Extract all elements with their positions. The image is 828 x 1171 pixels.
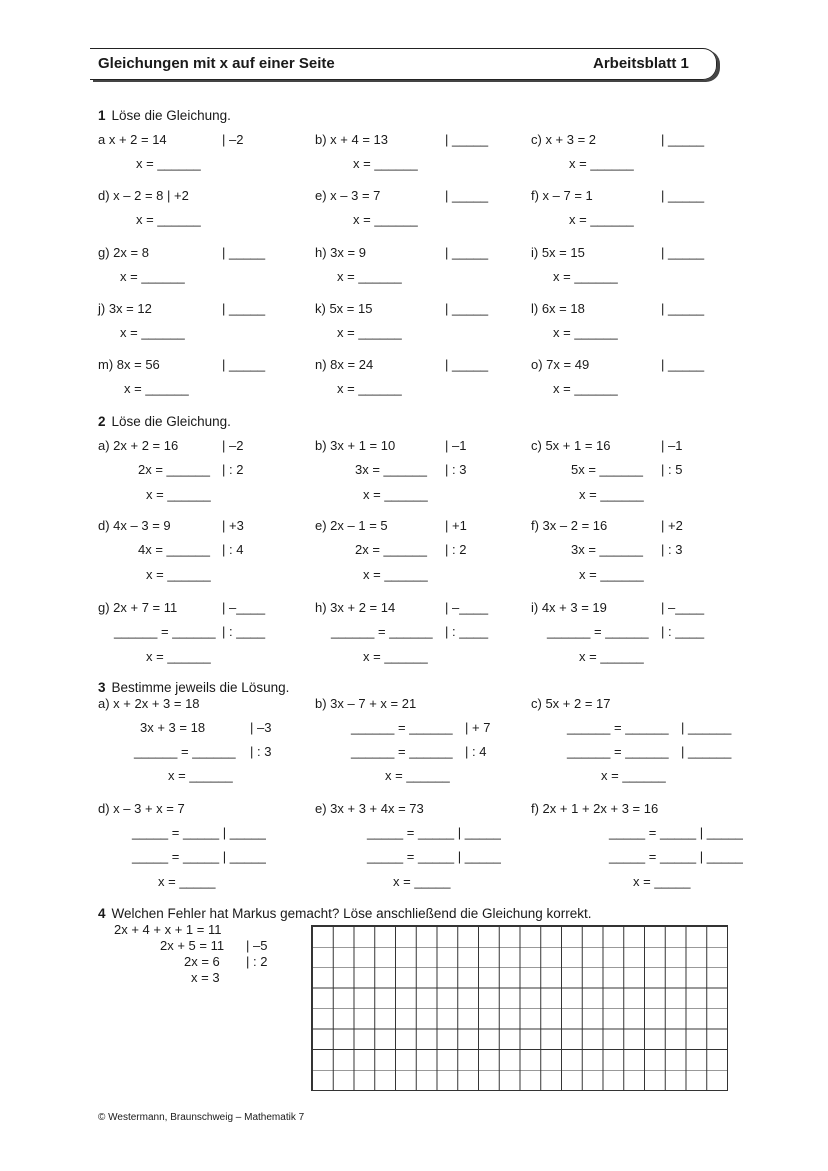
task2-step-2[interactable]: 3x = ______ [571, 542, 643, 557]
task2-operation-1[interactable]: | +1 [445, 518, 467, 533]
task2-operation-2[interactable]: | : 4 [222, 542, 244, 557]
task3-number: 3 [98, 680, 106, 695]
task1-heading [98, 108, 231, 124]
task1-equation: l) 6x = 18 [531, 301, 585, 316]
task3-result[interactable]: x = ______ [168, 768, 233, 783]
task1-equation: d) x – 2 = 8 | +2 [98, 188, 189, 203]
task1-answer[interactable]: x = ______ [136, 156, 201, 171]
task2-step-2[interactable]: 5x = ______ [571, 462, 643, 477]
task1-equation: m) 8x = 56 [98, 357, 160, 372]
task3-operation-2[interactable]: | ______ [681, 720, 732, 735]
task2-heading-text: Löse die Gleichung. [111, 414, 231, 429]
task4-heading-text: Welchen Fehler hat Markus gemacht? Löse anschließend die Gleichung korrekt. [111, 906, 592, 921]
task2-operation-2[interactable]: | : ____ [222, 624, 266, 639]
task3-step-3[interactable]: _____ = _____ | _____ [132, 849, 266, 864]
task2-equation: g) 2x + 7 = 11 [98, 600, 178, 615]
task2-operation-2[interactable]: | : 2 [222, 462, 244, 477]
task1-equation: e) x – 3 = 7 [315, 188, 381, 203]
task1-operation[interactable]: | _____ [445, 301, 489, 316]
task2-equation: a) 2x + 2 = 16 [98, 438, 179, 453]
task1-operation[interactable]: | _____ [661, 188, 705, 203]
task1-heading-text: Löse die Gleichung. [111, 108, 231, 123]
task1-operation[interactable]: | _____ [445, 188, 489, 203]
task1-operation[interactable]: | _____ [661, 357, 705, 372]
task3-equation: c) 5x + 2 = 17 [531, 696, 611, 711]
task2-step-2[interactable]: 4x = ______ [138, 542, 210, 557]
page-title: Gleichungen mit x auf einer Seite [98, 55, 335, 72]
task4-heading [98, 906, 592, 922]
task2-equation: d) 4x – 3 = 9 [98, 518, 171, 533]
task2-operation-1[interactable]: | –____ [661, 600, 705, 615]
task2-operation-1[interactable]: | –1 [445, 438, 467, 453]
task3-result[interactable]: x = _____ [393, 874, 451, 889]
task3-equation: e) 3x + 3 + 4x = 73 [315, 801, 424, 816]
task1-equation: n) 8x = 24 [315, 357, 374, 372]
task2-result[interactable]: x = ______ [579, 567, 644, 582]
task1-operation[interactable]: | _____ [222, 245, 266, 260]
task3-equation: d) x – 3 + x = 7 [98, 801, 185, 816]
task2-equation: b) 3x + 1 = 10 [315, 438, 396, 453]
task2-step-2[interactable]: 3x = ______ [355, 462, 427, 477]
task3-result[interactable]: x = _____ [158, 874, 216, 889]
task4-line-3: 2x = 6 [184, 954, 220, 969]
task1-equation: f) x – 7 = 1 [531, 188, 593, 203]
task2-step-2[interactable]: ______ = ______ [547, 624, 649, 639]
task2-result[interactable]: x = ______ [363, 649, 428, 664]
task2-step-2[interactable]: 2x = ______ [138, 462, 210, 477]
task1-operation[interactable]: | _____ [661, 132, 705, 147]
task1-equation: b) x + 4 = 13 [315, 132, 388, 147]
task2-operation-2[interactable]: | : 5 [661, 462, 683, 477]
task1-equation: a x + 2 = 14 [98, 132, 167, 147]
task4-line-4: x = 3 [191, 970, 220, 985]
task3-result[interactable]: x = _____ [633, 874, 691, 889]
task1-equation: g) 2x = 8 [98, 245, 149, 260]
task3-step-3[interactable]: ______ = ______ [567, 744, 669, 759]
task2-number: 2 [98, 414, 106, 429]
task2-result[interactable]: x = ______ [579, 487, 644, 502]
task3-step-3[interactable]: _____ = _____ | _____ [609, 849, 743, 864]
task2-operation-2[interactable]: | : ____ [661, 624, 705, 639]
task3-result[interactable]: x = ______ [385, 768, 450, 783]
task2-equation: f) 3x – 2 = 16 [531, 518, 608, 533]
task2-step-2[interactable]: ______ = ______ [114, 624, 216, 639]
task1-operation[interactable]: | –2 [222, 132, 244, 147]
task3-step-2[interactable]: _____ = _____ | _____ [609, 825, 743, 840]
task2-equation: c) 5x + 1 = 16 [531, 438, 611, 453]
task3-operation-3[interactable]: | : 3 [250, 744, 272, 759]
task2-operation-2[interactable]: | : 3 [661, 542, 683, 557]
task3-step-2[interactable]: 3x + 3 = 18 [140, 720, 206, 735]
task3-result[interactable]: x = ______ [601, 768, 666, 783]
sheet-label: Arbeitsblatt 1 [593, 55, 689, 72]
task1-equation: k) 5x = 15 [315, 301, 373, 316]
task1-answer[interactable]: x = ______ [136, 212, 201, 227]
task1-equation: i) 5x = 15 [531, 245, 585, 260]
task3-equation: f) 2x + 1 + 2x + 3 = 16 [531, 801, 659, 816]
task3-step-2[interactable]: _____ = _____ | _____ [132, 825, 266, 840]
task4-line-2-op: | –5 [246, 938, 268, 953]
task3-operation-3[interactable]: | : 4 [465, 744, 487, 759]
task1-equation: c) x + 3 = 2 [531, 132, 597, 147]
task1-answer[interactable]: x = ______ [120, 269, 185, 284]
task2-result[interactable]: x = ______ [363, 487, 428, 502]
task1-operation[interactable]: | _____ [445, 132, 489, 147]
task2-heading [98, 414, 231, 430]
task1-operation[interactable]: | _____ [661, 301, 705, 316]
task1-equation: o) 7x = 49 [531, 357, 590, 372]
task2-result[interactable]: x = ______ [146, 487, 211, 502]
task4-line-2: 2x + 5 = 11 [160, 938, 225, 953]
task2-operation-1[interactable]: | +3 [222, 518, 244, 533]
task2-operation-1[interactable]: | –2 [222, 438, 244, 453]
task4-line-1: 2x + 4 + x + 1 = 11 [114, 922, 222, 937]
task4-number: 4 [98, 906, 106, 921]
task3-heading-text: Bestimme jeweils die Lösung. [111, 680, 290, 695]
task3-step-2[interactable]: ______ = ______ [567, 720, 669, 735]
task4-line-3-op: | : 2 [246, 954, 268, 969]
task2-equation: i) 4x + 3 = 19 [531, 600, 607, 615]
task1-answer[interactable]: x = ______ [553, 269, 618, 284]
answer-grid[interactable] [311, 925, 728, 1091]
task2-operation-1[interactable]: | +2 [661, 518, 683, 533]
task1-answer[interactable]: x = ______ [120, 325, 185, 340]
task2-operation-2[interactable]: | : 3 [445, 462, 467, 477]
task2-operation-2[interactable]: | : ____ [445, 624, 489, 639]
task2-step-2[interactable]: ______ = ______ [331, 624, 433, 639]
task2-operation-1[interactable]: | –1 [661, 438, 683, 453]
task2-step-2[interactable]: 2x = ______ [355, 542, 427, 557]
task2-operation-1[interactable]: | –____ [445, 600, 489, 615]
task1-answer[interactable]: x = ______ [569, 212, 634, 227]
task3-step-3[interactable]: ______ = ______ [351, 744, 453, 759]
task1-answer[interactable]: x = ______ [337, 381, 402, 396]
task1-answer[interactable]: x = ______ [553, 325, 618, 340]
task3-equation: b) 3x – 7 + x = 21 [315, 696, 417, 711]
task1-operation[interactable]: | _____ [445, 245, 489, 260]
task1-answer[interactable]: x = ______ [353, 212, 418, 227]
task3-heading [98, 680, 289, 696]
task3-step-2[interactable]: ______ = ______ [351, 720, 453, 735]
task1-number: 1 [98, 108, 106, 123]
task2-operation-2[interactable]: | : 2 [445, 542, 467, 557]
task3-operation-3[interactable]: | ______ [681, 744, 732, 759]
task3-step-2[interactable]: _____ = _____ | _____ [367, 825, 501, 840]
task1-answer[interactable]: x = ______ [569, 156, 634, 171]
task1-answer[interactable]: x = ______ [337, 325, 402, 340]
task1-answer[interactable]: x = ______ [553, 381, 618, 396]
task1-answer[interactable]: x = ______ [353, 156, 418, 171]
footer-copyright: © Westermann, Braunschweig – Mathematik 7 [98, 1112, 305, 1123]
task1-answer[interactable]: x = ______ [337, 269, 402, 284]
task2-result[interactable]: x = ______ [579, 649, 644, 664]
task3-equation: a) x + 2x + 3 = 18 [98, 696, 200, 711]
task1-operation[interactable]: | _____ [661, 245, 705, 260]
task1-operation[interactable]: | _____ [222, 301, 266, 316]
task3-operation-2[interactable]: | –3 [250, 720, 272, 735]
task3-step-3[interactable]: ______ = ______ [134, 744, 236, 759]
task2-result[interactable]: x = ______ [146, 567, 211, 582]
task2-equation: h) 3x + 2 = 14 [315, 600, 396, 615]
task2-result[interactable]: x = ______ [146, 649, 211, 664]
task2-result[interactable]: x = ______ [363, 567, 428, 582]
task1-answer[interactable]: x = ______ [124, 381, 189, 396]
task1-equation: j) 3x = 12 [98, 301, 152, 316]
task3-step-3[interactable]: _____ = _____ | _____ [367, 849, 501, 864]
task1-equation: h) 3x = 9 [315, 245, 366, 260]
task2-operation-1[interactable]: | –____ [222, 600, 266, 615]
task1-operation[interactable]: | _____ [445, 357, 489, 372]
task1-operation[interactable]: | _____ [222, 357, 266, 372]
task2-equation: e) 2x – 1 = 5 [315, 518, 388, 533]
task3-operation-2[interactable]: | + 7 [465, 720, 491, 735]
